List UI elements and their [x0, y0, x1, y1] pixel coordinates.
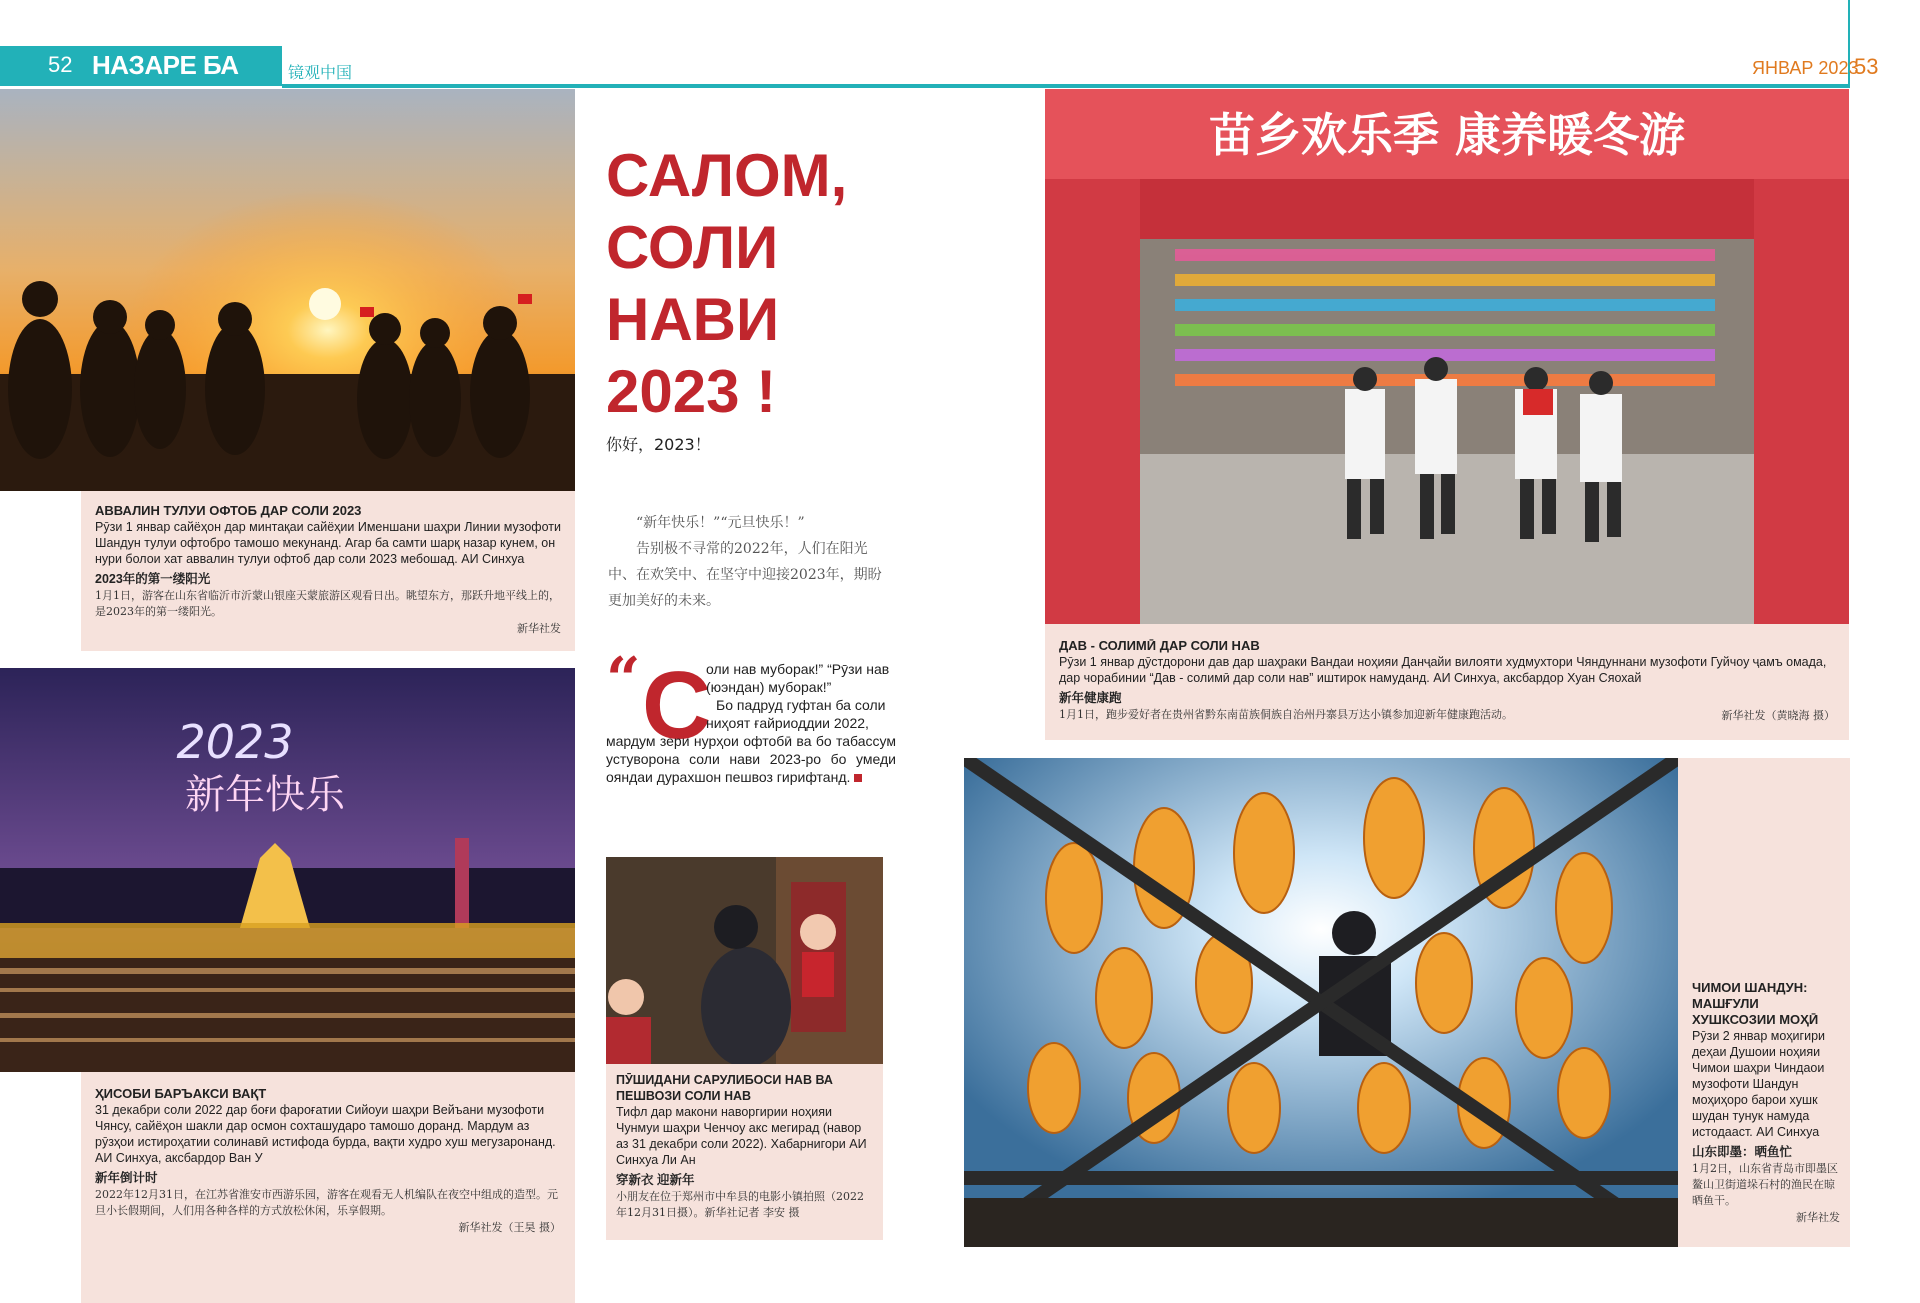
caption-source: 新华社发（王昊 摄） — [458, 1221, 561, 1234]
drone-text-year: 2023 — [176, 715, 294, 769]
caption-text-cn: 1月1日，游客在山东省临沂市沂蒙山银座天蒙旅游区观看日出。眺望东方，那跃升地平线上的，是2023年的第一缕阳光。 — [95, 589, 560, 618]
section-title: НАЗАРЕ БА — [92, 50, 239, 80]
article-body — [606, 652, 896, 786]
article-title: САЛОМ, СОЛИ НАВИ 2023 ! — [606, 142, 848, 425]
costume-photo — [606, 857, 883, 1064]
caption-fish — [1678, 758, 1850, 1247]
caption-text-cn: 小朋友在位于郑州市中牟县的电影小镇拍照（2022年12月31日摄）。新华社记者 李安 摄 — [616, 1190, 864, 1219]
caption-title: ДАВ - СОЛИМӢ ДАР СОЛИ НАВ — [1059, 638, 1260, 653]
caption-countdown — [81, 1072, 575, 1303]
arch-banner-text: 苗乡欢乐季 康养暖冬游 — [1208, 108, 1686, 162]
body-line: (юэндан) муборак!” — [706, 679, 832, 695]
caption-title: ЧИМОИ ШАНДУН: МАШҒУЛИ ХУШКСОЗИИ МОҲӢ — [1692, 980, 1819, 1027]
caption-title-cn: 穿新衣 迎新年 — [616, 1173, 695, 1187]
issue-month: ЯНВАР 2023 — [1752, 58, 1859, 78]
header-rule — [282, 84, 1850, 88]
caption-title-cn: 山东即墨：晒鱼忙 — [1692, 1145, 1793, 1159]
caption-text: Рӯзи 1 январ сайёҳон дар минтақаи сайёҳии Именшани шаҳри Линии музофоти Шандун тулуи офтобро тамошо мекунанд. Агар ба самти шарқ назар кунем, он нури болои хат аввалин тулуи офтоб дар соли 2023 мебошад. АИ Синхуа — [95, 520, 561, 566]
drone-show-photo — [0, 668, 575, 1072]
caption-text-cn: 2022年12月31日，在江苏省淮安市西游乐园，游客在观看无人机编队在夜空中组成的造型。元旦小长假期间，人们用各种各样的方式放松休闲，乐享假期。 — [95, 1188, 558, 1217]
caption-text: Рӯзи 1 январ дӯстдорони дав дар шаҳраки Вандаи ноҳияи Данҷайи вилояти худмухтори Чяндуннани музофоти Гуйчоу ҷамъ омада, дар чорабинии “Дав - солимӣ дар соли нав” иштирок намуданд. АИ Синхуа, аксбардор Хуан Сяохай — [1059, 655, 1827, 685]
drone-text-greeting: 新年快乐 — [185, 772, 345, 818]
body-line: оли нав муборак!” “Рӯзи нав — [706, 661, 890, 677]
caption-source: 新华社发（黄晓海 摄） — [1721, 709, 1835, 722]
article-intro-cn — [608, 510, 893, 614]
caption-sunrise — [81, 491, 575, 651]
caption-text-cn: 1月2日，山东省青岛市即墨区鳌山卫街道垛石村的渔民在晾晒鱼干。 — [1692, 1162, 1838, 1207]
caption-text: Рӯзи 2 январ моҳигири деҳаи Душоии ноҳияи Чимои шаҳри Чиндаои музофоти Шандун моҳиҳоро барои хушк шудан тунук намуда истодааст. АИ Синхуа — [1692, 1029, 1826, 1139]
body-line: Бо падруд гуфтан ба соли — [716, 697, 886, 713]
caption-source: 新华社发 — [1796, 1211, 1840, 1224]
caption-costume — [606, 1064, 883, 1240]
caption-source: 新华社发 — [517, 622, 561, 635]
section-header-left — [0, 46, 282, 86]
caption-text-cn: 1月1日，跑步爱好者在贵州省黔东南苗族侗族自治州丹寨县万达小镇参加迎新年健康跑活动。 — [1059, 708, 1513, 721]
caption-title-cn: 新年健康跑 — [1059, 691, 1122, 705]
caption-run — [1045, 624, 1849, 740]
right-page-number: 53 — [1854, 54, 1879, 79]
caption-title: ПӮШИДАНИ САРУЛИБОСИ НАВ ВА ПЕШВОЗИ СОЛИ НАВ — [616, 1073, 833, 1103]
left-page-number: 52 — [48, 52, 73, 77]
drop-cap: С — [642, 652, 712, 759]
article-title-cn: 你好，2023！ — [606, 435, 711, 454]
running-photo — [1045, 89, 1849, 624]
caption-title: ҲИСОБИ БАРЪАКСИ ВАҚТ — [95, 1086, 267, 1101]
section-title-cn: 镜观中国 — [288, 63, 353, 82]
fish-drying-photo — [964, 758, 1678, 1247]
quote-mark: “ — [606, 645, 641, 715]
caption-title-cn: 新年倒计时 — [95, 1171, 158, 1185]
intro-cn-body: 告别极不寻常的2022年，人们在阳光中、在欢笑中、在坚守中迎接2023年，期盼更加美好的未来。 — [608, 541, 882, 609]
body-line: мардум зери нурҳои офтобӣ ва бо табассум устуворона соли нави 2023-ро бо умеди ояндаи дурахшон пешвоз гирифтанд. — [606, 733, 896, 785]
body-line: ниҳоят ғайриоддии 2022, — [706, 715, 869, 731]
end-mark-icon — [854, 774, 862, 782]
caption-text: Тифл дар макони наворгирии ноҳияи Чунмуи шаҳри Ченчоу акс мегирад (навор аз 31 декабри соли 2022). Хабарнигори АИ Синхуа Ли Ан — [616, 1105, 867, 1167]
sunrise-photo — [0, 89, 575, 491]
caption-title: АВВАЛИН ТУЛУИ ОФТОБ ДАР СОЛИ 2023 — [95, 503, 362, 518]
intro-cn-greeting: “新年快乐！”“元旦快乐！” — [636, 515, 805, 531]
caption-title-cn: 2023年的第一缕阳光 — [95, 572, 211, 586]
caption-text: 31 декабри соли 2022 дар боғи фароғатии Сийоуи шаҳри Вейъани музофоти Чянсу, сайёҳон шакли дар осмон сохташударо тамошо доранд. Мардум аз рӯзҳои истироҳатии солинавӣ истифода бурда, вақти худро хуш мегузаронанд. АИ Синхуа, аксбардор Ван У — [95, 1103, 556, 1165]
